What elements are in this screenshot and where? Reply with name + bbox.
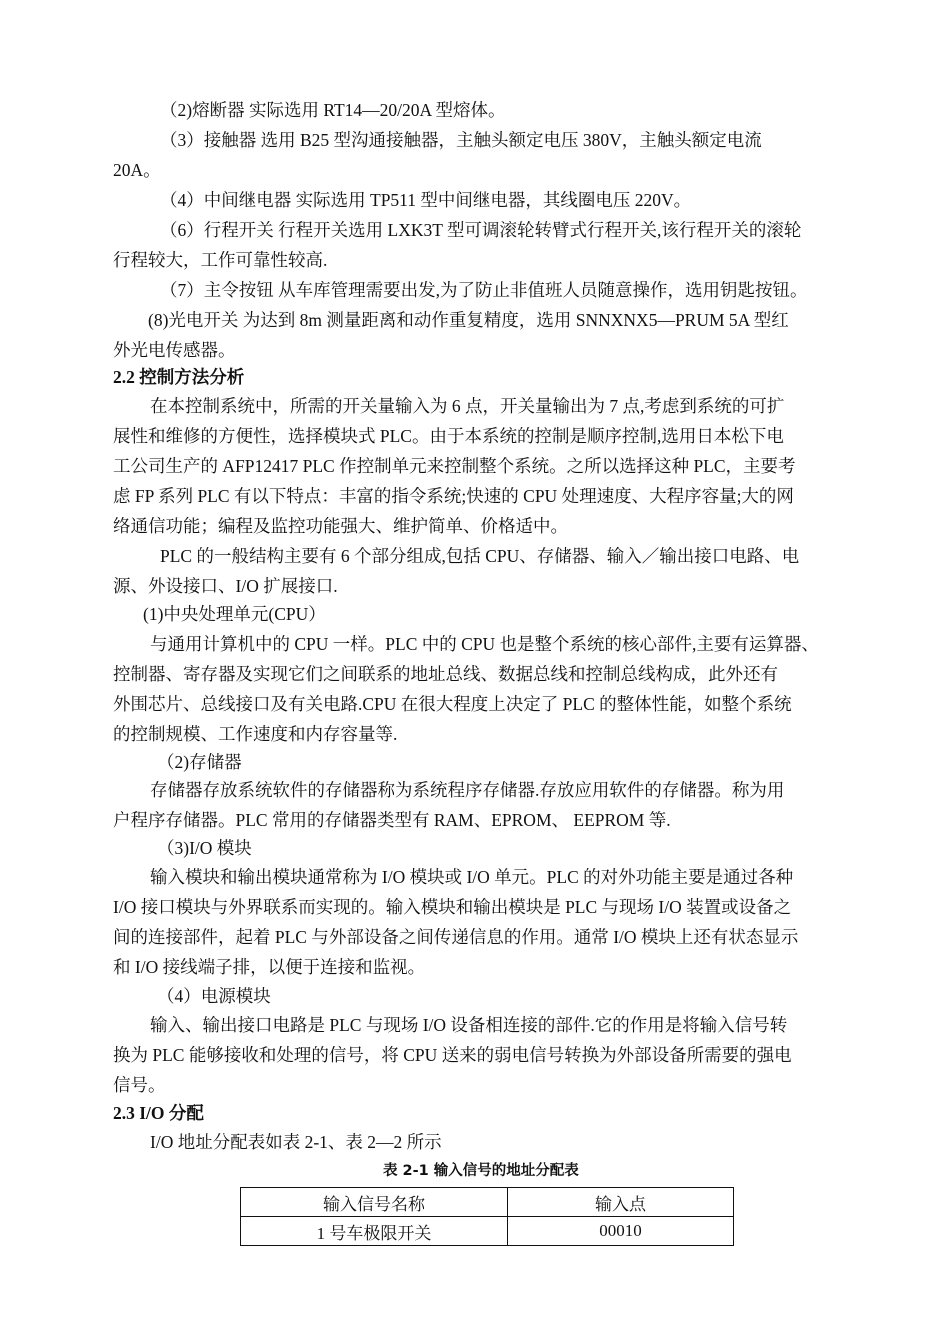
paragraph-line: （4）中间继电器 实际选用 TP511 型中间继电器，其线圈电压 220V。 <box>160 190 692 210</box>
paragraph-line: 户程序存储器。PLC 常用的存储器类型有 RAM、EPROM、 EEPROM 等. <box>113 810 671 830</box>
paragraph-line: 间的连接部件，起着 PLC 与外部设备之间传递信息的作用。通常 I/O 模块上还有状态显示 <box>113 927 799 947</box>
paragraph-line: (8)光电开关 为达到 8m 测量距离和动作重复精度，选用 SNNXNX5—PRUM 5A 型红 <box>148 310 789 330</box>
section-heading: 2.3 I/O 分配 <box>113 1103 204 1123</box>
paragraph-line: （7）主令按钮 从车库管理需要出发,为了防止非值班人员随意操作，选用钥匙按钮。 <box>160 280 808 300</box>
io-address-table <box>240 1187 734 1246</box>
paragraph-line: 虑 FP 系列 PLC 有以下特点：丰富的指令系统;快速的 CPU 处理速度、大程序容量;大的网 <box>113 486 794 506</box>
table-header-cell: 输入点 <box>508 1188 734 1217</box>
paragraph-line: （4）电源模块 <box>157 986 271 1006</box>
paragraph-line: 换为 PLC 能够接收和处理的信号，将 CPU 送来的弱电信号转换为外部设备所需要的强电 <box>113 1045 792 1065</box>
paragraph-line: （2)存储器 <box>157 752 242 772</box>
paragraph-line: （3）接触器 选用 B25 型沟通接触器，主触头额定电压 380V，主触头额定电流 <box>160 130 762 150</box>
paragraph-line: 与通用计算机中的 CPU 一样。PLC 中的 CPU 也是整个系统的核心部件,主要有运算器、 <box>150 634 819 654</box>
table-header-row <box>241 1188 734 1217</box>
paragraph-line: （2)熔断器 实际选用 RT14—20/20A 型熔体。 <box>160 100 506 120</box>
paragraph-line: 20A。 <box>113 160 161 180</box>
table-cell: 00010 <box>508 1217 734 1246</box>
paragraph-line: I/O 接口模块与外界联系而实现的。输入模块和输出模块是 PLC 与现场 I/O 装置或设备之 <box>113 897 792 917</box>
paragraph-line: 络通信功能；编程及监控功能强大、维护简单、价格适中。 <box>113 516 568 536</box>
paragraph-line: 输入模块和输出模块通常称为 I/O 模块或 I/O 单元。PLC 的对外功能主要是通过各种 <box>150 867 794 887</box>
table-header-cell: 输入信号名称 <box>241 1188 508 1217</box>
paragraph-line: （3)I/O 模块 <box>157 838 252 858</box>
paragraph-line: 和 I/O 接线端子排，以便于连接和监视。 <box>113 957 426 977</box>
paragraph-line: I/O 地址分配表如表 2-1、表 2—2 所示 <box>150 1132 442 1152</box>
table-row <box>241 1217 734 1246</box>
table-caption: 表 2-1 输入信号的地址分配表 <box>383 1163 579 1179</box>
table-cell: 1 号车极限开关 <box>241 1217 508 1246</box>
paragraph-line: 在本控制系统中，所需的开关量输入为 6 点，开关量输出为 7 点,考虑到系统的可扩 <box>150 396 785 416</box>
paragraph-line: 外光电传感器。 <box>113 340 236 360</box>
paragraph-line: 工公司生产的 AFP12417 PLC 作控制单元来控制整个系统。之所以选择这种 PLC，主要考 <box>113 456 796 476</box>
paragraph-line: 行程较大，工作可靠性较高. <box>113 250 328 270</box>
paragraph-line: 存储器存放系统软件的存储器称为系统程序存储器.存放应用软件的存储器。称为用 <box>150 780 785 800</box>
paragraph-line: 的控制规模、工作速度和内存容量等. <box>113 724 398 744</box>
paragraph-line: 外围芯片、总线接口及有关电路.CPU 在很大程度上决定了 PLC 的整体性能，如整个系统 <box>113 694 792 714</box>
paragraph-line: (1)中央处理单元(CPU） <box>143 604 326 624</box>
paragraph-line: 源、外设接口、I/O 扩展接口. <box>113 576 338 596</box>
paragraph-line: 输入、输出接口电路是 PLC 与现场 I/O 设备相连接的部件.它的作用是将输入信号转 <box>150 1015 788 1035</box>
paragraph-line: （6）行程开关 行程开关选用 LXK3T 型可调滚轮转臂式行程开关,该行程开关的滚轮 <box>160 220 802 240</box>
paragraph-line: 控制器、寄存器及实现它们之间联系的地址总线、数据总线和控制总线构成，此外还有 <box>113 664 778 684</box>
paragraph-line: PLC 的一般结构主要有 6 个部分组成,包括 CPU、存储器、输入／输出接口电路、电 <box>160 546 800 566</box>
paragraph-line: 信号。 <box>113 1075 166 1095</box>
section-heading: 2.2 控制方法分析 <box>113 367 245 387</box>
paragraph-line: 展性和维修的方便性，选择模块式 PLC。由于本系统的控制是顺序控制,选用日本松下电 <box>113 426 784 446</box>
